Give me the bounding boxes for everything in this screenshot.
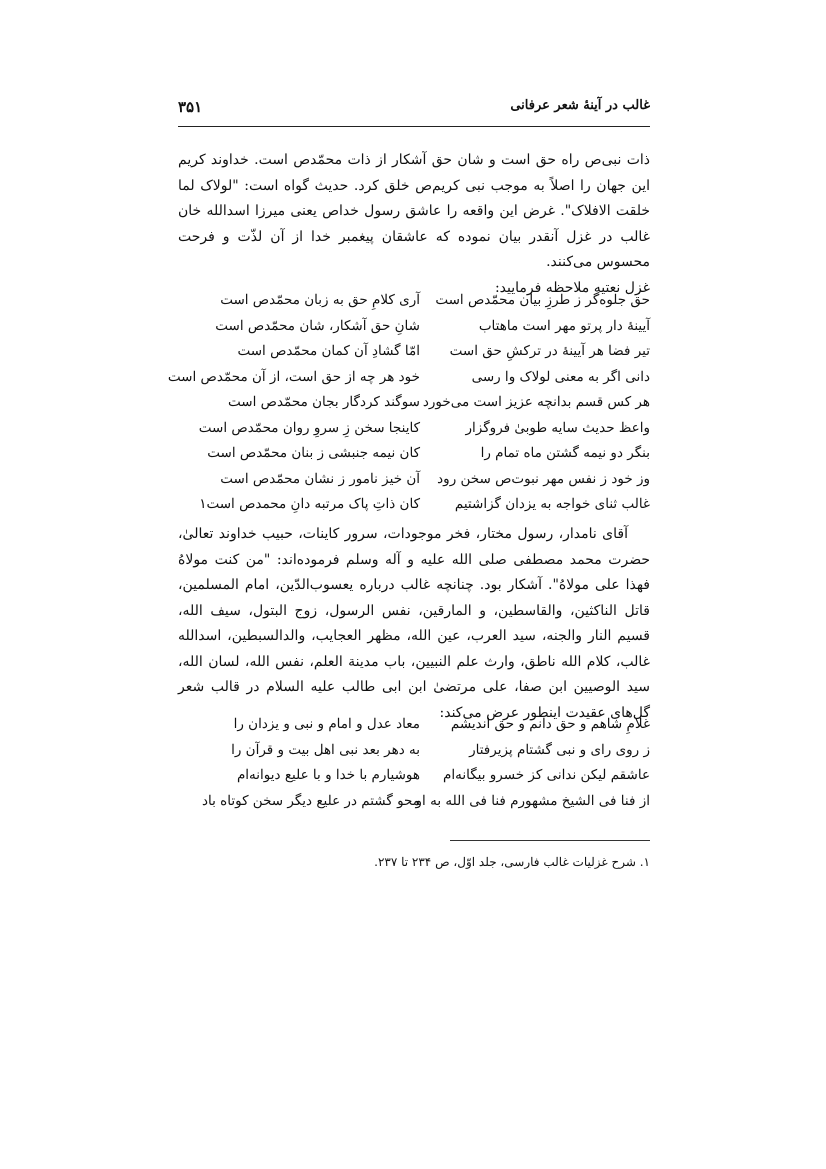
second-hemistich: کاینجا سخن زِ سروِ روان محمّدص است [198,419,420,436]
couplet [195,288,650,314]
couplet [195,712,650,738]
couplet [195,738,650,764]
first-hemistich: از فنا فی الشیخ مشهورم فنا فی الله به او [415,792,650,809]
first-hemistich: عاشقم لیکن ندانی کز خسرو بیگانه‌ام [442,767,650,783]
first-hemistich: دانی اگر به معنی لولاک وا رسی [471,368,650,385]
couplet [195,416,650,442]
first-hemistich: بنگر دو نیمه گشتن ماه تمام را [480,445,650,461]
second-hemistich: کان ذاتِ پاک مرتبه دانِ محمدص است۱ [199,496,420,512]
second-hemistich: هوشیارم با خدا و با علیع دیوانه‌ام [236,767,420,783]
second-hemistich: امّا گشادِ آن کمان محمّدص است [237,343,420,359]
couplet [195,789,650,815]
middle-section [178,522,650,726]
couplet [195,492,650,518]
first-hemistich: واعظ حدیث سایه طوبیٰ فروگزار [465,419,650,436]
first-hemistich: غالب ثنای خواجه به یزدان گزاشتیم [454,496,650,512]
couplet [195,314,650,340]
intro-paragraph: ذات نبی‌ص راه حق است و شان حق آشکار از ذات محمّدص است. خداوند کریم این جهان را اصلاً به موجب نبی کریم‌ص خلق کرد. حدیث گواه است: "لولاک لما خلقت الافلاک". غرض این واقعه را عاشق رسول خداص یعنی میرزا اسدالله خان غالب در غزل آنقدر بیان نموده که عاشقان پیغمبر خدا از آن لذّت و فرحت محسوس می‌کنند. [178,152,650,270]
footnote: ۱. شرح غزلیات غالب فارسی، جلد اوّل، ص ۲۳۴ تا ۲۳۷. [374,855,650,869]
second-hemistich: معاد عدل و امام و نبی و یزدان را [233,716,420,732]
second-hemistich: آری کلامِ حق به زبان محمّدص است [220,292,420,308]
first-hemistich: وز خود ز نفس مهر نبوت‌ص سخن رود [437,470,650,487]
first-hemistich: هر کس قسم بدانچه عزیز است می‌خورد [422,394,650,410]
couplet [195,390,650,416]
couplet [195,441,650,467]
poem-manqabat [195,712,650,814]
page-number: ۳۵۱ [178,98,203,116]
intro-section [178,148,650,301]
second-hemistich: شانِ حق آشکار، شان محمّدص است [215,317,420,334]
second-hemistich: محو گشتم در علیع دیگر سخن کوتاه باد [201,792,420,809]
second-hemistich: سوگند کردگار بجان محمّدص است [228,394,420,410]
couplet [195,467,650,493]
first-hemistich: غلامِ شاهم و حق دانم و حق اندیشم [450,716,650,732]
first-hemistich: حق جلوه‌گر ز طرزِ بیان محمّدص است [435,292,650,308]
running-title: غالب در آینهٔ شعر عرفانی [510,98,650,113]
poem-na-tiyah [167,288,650,518]
page-header [178,98,650,127]
couplet [195,339,650,365]
first-hemistich: آیینهٔ دار پرتو مهر است ماهتاب [478,317,650,334]
couplet [195,763,650,789]
first-hemistich: ز روی رای و نبی گشتام پزیرفتار [469,741,650,758]
second-hemistich: آن خیز نامور ز نشان محمّدص است [220,470,420,487]
second-hemistich: خود هر چه از حق است، از آن محمّدص است [167,368,420,385]
footnote-divider [450,840,650,841]
couplet [167,365,650,391]
first-hemistich: تیر فضا هر آیینهٔ در ترکشِ حق است [449,343,650,359]
second-hemistich: کان نیمه جنبشی ز بنان محمّدص است [207,445,420,461]
second-hemistich: به دهر بعد نبی اهل بیت و قرآن را [231,741,420,758]
middle-paragraph: آقای نامدار، رسول مختار، فخر موجودات، سرور کاینات، حبیب خداوند تعالیٰ، حضرت محمد مصطفی صلی الله علیه و آله وسلم فرموده‌اند: "من کنت مولاهُ فهذا علی مولاهُ". آشکار بود. چنانچه غالب درباره یعسوب‌الدّین، امام المسلمین، قاتل الناکثین، والقاسطین، و المارقین، نفس الرسول، زوج البتول، سیف الله، قسیم النار والجنه، سید العرب، عین الله، مظهر العجایب، والدالسبطین، اسدالله غالب، کلام الله ناطق، وارث علم النبیین، باب مدینة العلم، نفس الله، لسان الله، سید الوصیین ابن صفا، علی مرتضیٰ ابن ابی طالب علیه السلام در قالب شعر گل‌های عقیدت اینطور عرض می‌کند: [178,526,650,721]
intro-lead: غزل نعتیه ملاحظه فرمایید: [494,279,650,296]
